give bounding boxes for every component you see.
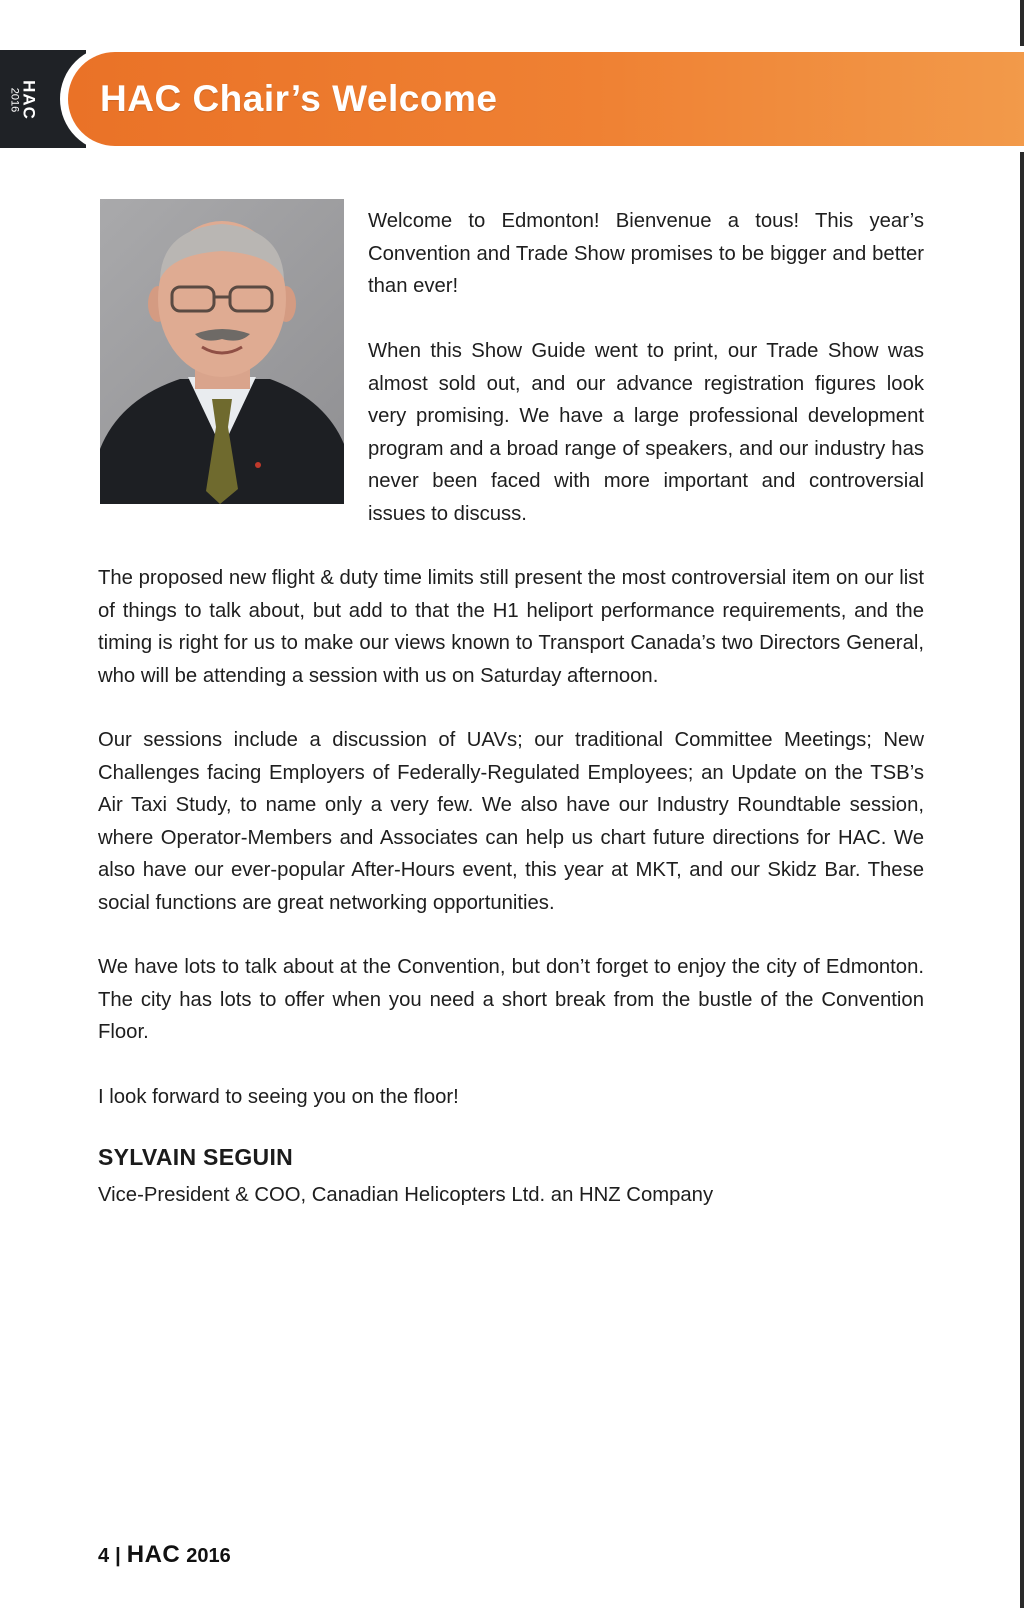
side-tab-year: 2016 [8,87,21,113]
side-tab-label [8,70,38,130]
paragraph-edmonton: We have lots to talk about at the Convention, but don’t forget to enjoy the city of Edmonton. The city has lots to offer when you need a short break from the bustle of the Convention Floor. [98,956,924,1043]
footer-year: 2016 [186,1545,231,1567]
paragraph-sessions: Our sessions include a discussion of UAVs; our traditional Committee Meetings; New Challenges facing Employers of Federally-Regulated Employees; an Update on the TSB’s Air Taxi Study, to name only a very few. We also have our Industry Roundtable session, where Operator-Members and Associates can help us chart future directions for HAC. We also have our ever-popular After-Hours event, this year at MKT, and our Skidz Bar. These social functions are great networking opportunities. [98,729,924,914]
side-tab-brand: HAC [19,80,39,120]
footer-separator: | [115,1545,121,1567]
paragraph-show-guide: When this Show Guide went to print, our Trade Show was almost sold out, and our advance registration figures look very promising. We have a large professional development program and a broad range of speakers, and our industry has never been faced with more important and controversial issues to discuss. [368,340,924,525]
page-number: 4 [98,1545,110,1567]
header-banner [68,52,1024,146]
footer-brand: HAC [126,1541,181,1568]
page-edge [1020,0,1024,1608]
paragraph-welcome: Welcome to Edmonton! Bienvenue a tous! This year’s Convention and Trade Show promises to be bigger and better than ever! [368,210,924,297]
signature-name: SYLVAIN SEGUIN [98,1144,294,1170]
paragraph-flight-duty: The proposed new flight & duty time limits still present the most controversial item on our list of things to talk about, but add to that the H1 heliport performance requirements, and the timing is right for us to make our views known to Transport Canada’s two Directors General, who will be attending a session with us on Saturday afternoon. [98,567,924,687]
chair-portrait-photo [100,199,344,504]
paragraph-closing: I look forward to seeing you on the floor! [98,1086,459,1108]
page-footer [98,1541,231,1569]
page-title: HAC Chair’s Welcome [100,78,498,119]
signature-title: Vice-President & COO, Canadian Helicopters Ltd. an HNZ Company [98,1184,714,1206]
